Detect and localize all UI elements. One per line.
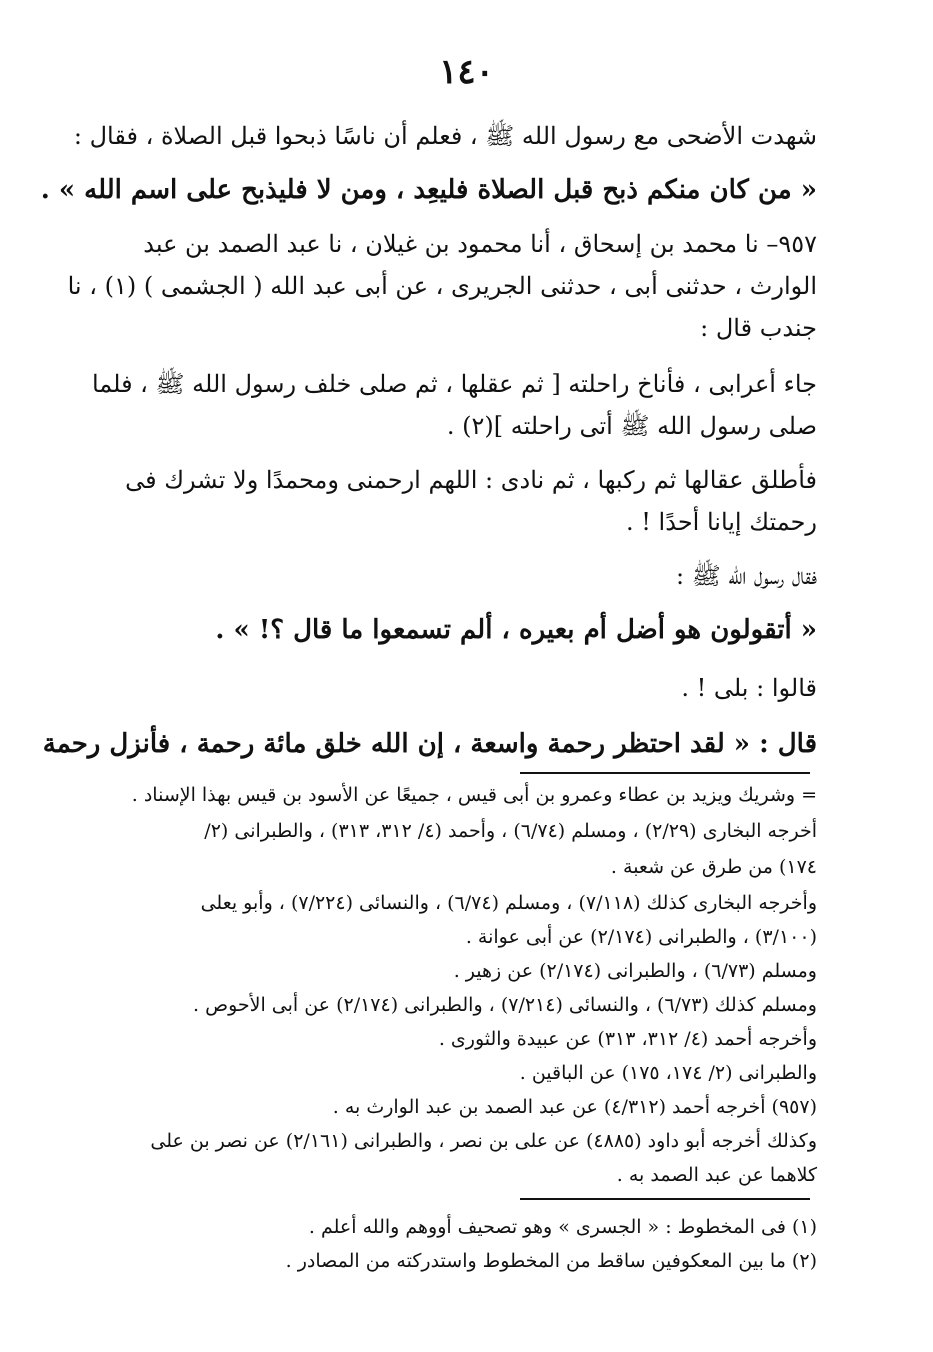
footnote-line-7: ومسلم كذلك (٦/٧٣) ، والنسائى (٧/٢١٤) ، والطبرانى (٢/١٧٤) عن أبى الأحوص . <box>193 994 817 1016</box>
main-line-7: صلى رسول الله ﷺ أتى راحلته ](٢) . <box>446 412 817 440</box>
footnote-line-10: (٩٥٧) أخرجه أحمد (٤/٣١٢) عن عبد الصمد بن عبد الوارث به . <box>332 1096 817 1118</box>
footnote-line-2: أخرجه البخارى (٢/٢٩) ، ومسلم (٦/٧٤) ، وأحمد (٤/ ٣١٢، ٣١٣) ، والطبرانى (٢/ <box>204 820 817 842</box>
main-line-12: قالوا : بلى ! . <box>681 674 817 702</box>
main-line-9: رحمتك إيانا أحدًا ! . <box>626 508 817 536</box>
hadith-quote-1: « من كان منكم ذبح قبل الصلاة فليعِد ، ومن لا فليذبح على اسم الله » . <box>40 175 817 205</box>
main-line-5: جندب قال : <box>700 314 817 342</box>
page-number: ١٤٠ <box>439 52 494 92</box>
main-line-1: شهدت الأضحى مع رسول الله ﷺ ، فعلم أن ناسًا ذبحوا قبل الصلاة ، فقال : <box>73 122 817 150</box>
notes-separator <box>520 1198 810 1200</box>
footnote-separator <box>520 772 810 774</box>
footnote-line-8: وأخرجه أحمد (٤/ ٣١٢، ٣١٣) عن عبيدة والثورى . <box>438 1028 817 1050</box>
main-line-6: جاء أعرابى ، فأناخ راحلته [ ثم عقلها ، ثم صلى خلف رسول الله ﷺ ، فلما <box>91 370 817 398</box>
footnote-line-5: (٣/١٠٠) ، والطبرانى (٢/١٧٤) عن أبى عوانة . <box>465 926 817 948</box>
footnote-line-1: = وشريك ويزيد بن عطاء وعمرو بن أبى قيس ، جميعًا عن الأسود بن قيس بهذا الإسناد . <box>131 784 817 806</box>
footnote-line-11: وكذلك أخرجه أبو داود (٤٨٨٥) عن على بن نصر ، والطبرانى (٢/١٦١) عن نصر بن على <box>150 1130 817 1152</box>
footnote-line-6: ومسلم (٦/٧٣) ، والطبرانى (٢/١٧٤) عن زهير . <box>453 960 817 982</box>
main-line-8: فأطلق عقالها ثم ركبها ، ثم نادى : اللهم ارحمنى ومحمدًا ولا تشرك فى <box>125 466 817 494</box>
footnote-line-3: ١٧٤) من طرق عن شعبة . <box>610 856 817 878</box>
note-1: (١) فى المخطوط : « الجسرى » وهو تصحيف أووهم والله أعلم . <box>308 1216 817 1238</box>
main-line-10: فقال رسول الله ﷺ : <box>675 562 817 590</box>
footnote-line-4: وأخرجه البخارى كذلك (٧/١١٨) ، ومسلم (٦/٧٤) ، والنسائى (٧/٢٢٤) ، وأبو يعلى <box>200 892 817 914</box>
hadith-957-isnad: ٩٥٧– نا محمد بن إسحاق ، أنا محمود بن غيلان ، نا عبد الصمد بن عبد <box>143 230 817 258</box>
note-2: (٢) ما بين المعكوفين ساقط من المخطوط واستدركته من المصادر . <box>285 1250 817 1272</box>
hadith-quote-2: « أتقولون هو أضل أم بعيره ، ألم تسمعوا ما قال ؟! » . <box>215 615 817 645</box>
main-line-4: الوارث ، حدثنى أبى ، حدثنى الجريرى ، عن أبى عبد الله ( الجشمى ) (١) ، نا <box>67 272 817 300</box>
footnote-line-12: كلاهما عن عبد الصمد به . <box>616 1164 817 1186</box>
hadith-quote-3: قال : « لقد احتظر رحمة واسعة ، إن الله خلق مائة رحمة ، فأنزل رحمة <box>42 729 817 759</box>
footnote-line-9: والطبرانى (٢/ ١٧٤، ١٧٥) عن الباقين . <box>519 1062 817 1084</box>
